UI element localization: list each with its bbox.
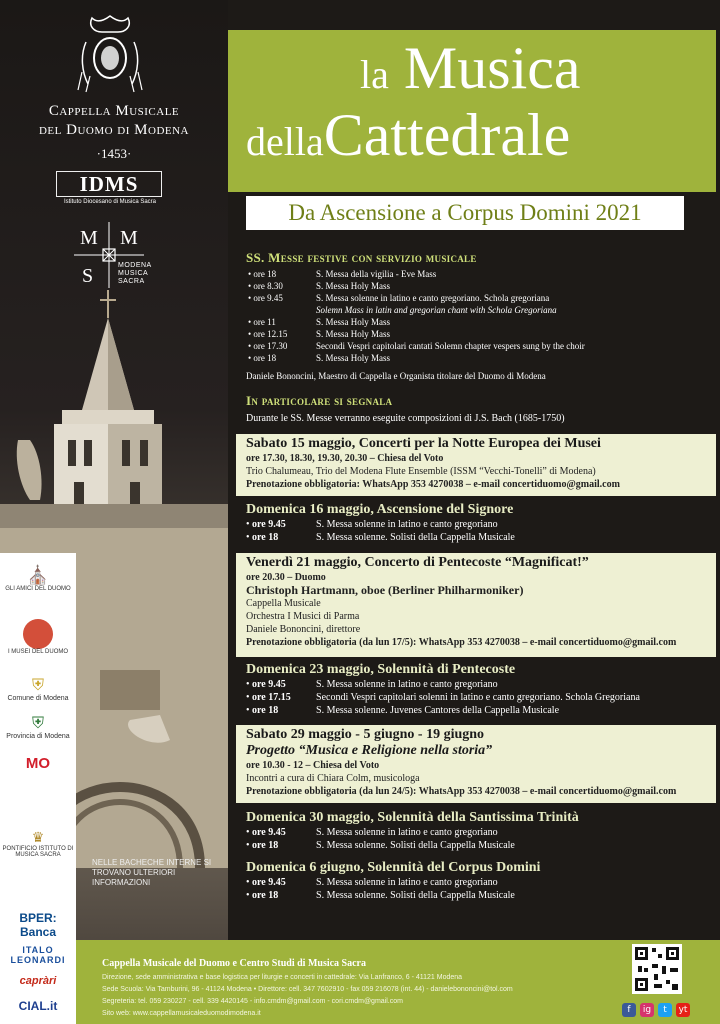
- idms-subtitle: Istituto Diocesano di Musica Sacra: [63, 199, 157, 205]
- subtitle: Da Ascensione a Corpus Domini 2021: [246, 196, 684, 230]
- footer-website[interactable]: Sito web: www.cappellamusicaleduomodimodena.it: [102, 1010, 261, 1017]
- facebook-icon[interactable]: f: [622, 1003, 636, 1017]
- event-bullet: • ore 9.45 S. Messa solenne in latino e canto gregoriano: [246, 519, 498, 530]
- event-bullet-desc: S. Messa solenne. Solisti della Cappella Musicale: [316, 840, 515, 851]
- event-heading: Domenica 16 maggio, Ascensione del Signore: [246, 502, 514, 517]
- event-heading: Sabato 15 maggio, Concerti per la Notte Europea dei Musei: [246, 436, 601, 451]
- event-bullet-time: ore 9.45: [252, 877, 286, 888]
- event-line: Trio Chalumeau, Trio del Modena Flute Ensemble (ISSM “Vecchi-Tonelli” di Modena): [246, 466, 596, 477]
- event-line: Prenotazione obbligatoria (da lun 17/5): WhatsApp 353 4270038 – e-mail concertiduomo@gmail.com: [246, 637, 677, 648]
- event-heading: Venerdì 21 maggio, Concerto di Pentecoste “Magnificat!”: [246, 555, 589, 570]
- messe-time-text: ore 18: [253, 353, 277, 363]
- event-bullet: • ore 18 S. Messa solenne. Solisti della Cappella Musicale: [246, 532, 515, 543]
- event-bullet-time: ore 18: [252, 532, 279, 543]
- messe-time: • ore 11: [248, 317, 276, 327]
- event-block: [236, 500, 716, 550]
- sponsor-musei-duomo: I MUSEI DEL DUOMO: [2, 619, 74, 655]
- event-line: Prenotazione obbligatoria (da lun 24/5): WhatsApp 353 4270038 – e-mail concertiduomo@gmail.com: [246, 786, 677, 797]
- event-block: [236, 858, 716, 908]
- event-heading: Sabato 29 maggio - 5 giugno - 19 giugno: [246, 727, 485, 742]
- messe-time-text: ore 11: [253, 317, 276, 327]
- event-block: [236, 553, 716, 657]
- messe-time-text: ore 18: [253, 269, 277, 279]
- event-bullet: • ore 9.45 S. Messa solenne in latino e canto gregoriano: [246, 827, 498, 838]
- messe-desc: S. Messa Holy Mass: [316, 329, 391, 339]
- founding-year: ·1453·: [96, 146, 132, 161]
- footer-line: Sede Scuola: Via Tamburini, 96 - 41124 Modena • Direttore: cell. 347 7602910 - fax 059 216078 (int. 44) - danielebononcini@tol.com: [102, 986, 513, 993]
- title-line-1: la Musica: [360, 35, 581, 101]
- sponsor-mo: MO: [25, 755, 51, 772]
- sponsor-caprari: capràri: [19, 975, 57, 987]
- sponsors-strip: [0, 553, 76, 1024]
- messe-desc: S. Messa Holy Mass: [316, 353, 391, 363]
- footer-line: Segreteria: tel. 059 230227 - cell. 339 4420145 - info.cmdm@gmail.com - cori.cmdm@gmail.com: [102, 998, 403, 1005]
- event-bullet-desc: S. Messa solenne. Solisti della Cappella Musicale: [316, 532, 515, 543]
- messe-time: • ore 8.30: [248, 281, 283, 291]
- messe-time-text: ore 9.45: [253, 293, 283, 303]
- sponsor-bper: BPER: Banca: [19, 911, 57, 939]
- event-block: [236, 660, 716, 722]
- event-bullet-desc: S. Messa solenne in latino e canto gregoriano: [316, 679, 498, 690]
- event-line: Incontri a cura di Chiara Colm, musicologa: [246, 773, 420, 784]
- coat-of-arms-icon: ⛨: [31, 677, 44, 694]
- messe-time-text: ore 17.30: [253, 341, 288, 351]
- event-bullet-time: ore 18: [252, 705, 279, 716]
- mms-letter-3: S: [82, 265, 94, 287]
- event-bullet-desc: S. Messa solenne in latino e canto gregoriano: [316, 827, 498, 838]
- mms-letter-2: M: [120, 227, 138, 249]
- messe-desc: S. Messa Holy Mass: [316, 317, 391, 327]
- event-bullet: • ore 18 S. Messa solenne. Juvenes Cantores della Cappella Musicale: [246, 705, 560, 716]
- event-bullet-desc: Secondi Vespri capitolari solenni in latino e canto gregoriano. Schola Gregoriana: [316, 692, 640, 703]
- event-line: Christoph Hartmann, oboe (Berliner Philharmoniker): [246, 583, 524, 597]
- event-bullet-time: ore 18: [252, 840, 279, 851]
- event-heading: Domenica 30 maggio, Solennità della Santissima Trinità: [246, 810, 579, 825]
- event-bullet-desc: S. Messa solenne. Solisti della Cappella Musicale: [316, 890, 515, 901]
- event-bullet-time: ore 18: [252, 890, 279, 901]
- event-bullet-desc: S. Messa solenne in latino e canto gregoriano: [316, 519, 498, 530]
- mms-letter-1: M: [80, 227, 98, 249]
- sponsor-cial: CIAL.it: [18, 999, 58, 1013]
- sponsor-provincia-modena: ⛨ Provincia di Modena: [2, 715, 74, 740]
- messe-note: Daniele Bononcini, Maestro di Cappella e Organista titolare del Duomo di Modena: [246, 371, 546, 381]
- event-bullet-time: ore 17.15: [252, 692, 291, 703]
- youtube-icon[interactable]: yt: [676, 1003, 690, 1017]
- instagram-icon[interactable]: ig: [640, 1003, 654, 1017]
- messe-desc: S. Messa della vigilia - Eve Mass: [316, 269, 437, 279]
- event-line: ore 10.30 - 12 – Chiesa del Voto: [246, 760, 380, 771]
- bacheche-note: NELLE BACHECHE INTERNE SI TROVANO ULTERIORI INFORMAZIONI: [92, 858, 212, 887]
- particolare-heading: In particolare si segnala: [246, 393, 393, 408]
- event-bullet: • ore 9.45 S. Messa solenne in latino e canto gregoriano: [246, 679, 498, 690]
- sponsor-amici-duomo: ⛪ GLI AMICI DEL DUOMO: [2, 565, 74, 592]
- twitter-icon[interactable]: t: [658, 1003, 672, 1017]
- event-line: ore 20.30 – Duomo: [246, 572, 326, 583]
- event-line: Daniele Bononcini, direttore: [246, 624, 361, 635]
- event-heading: Domenica 6 giugno, Solennità del Corpus Domini: [246, 860, 541, 875]
- event-bullet-desc: S. Messa solenne in latino e canto gregoriano: [316, 877, 498, 888]
- footer-title: Cappella Musicale del Duomo e Centro Studi di Musica Sacra: [102, 958, 366, 969]
- footer-line: Direzione, sede amministrativa e base logistica per liturgie e concerti in cattedrale: Via Lanfranco, 6 - 41121 Modena: [102, 974, 463, 981]
- event-block: [236, 808, 716, 856]
- event-block: [236, 434, 716, 496]
- rosette-icon: [23, 619, 53, 649]
- bishop-crest-icon: [72, 12, 148, 94]
- messe-desc: Solemn Mass in latin and gregorian chant with Schola Gregoriana: [316, 305, 557, 315]
- event-line: ore 17.30, 18.30, 19.30, 20.30 – Chiesa del Voto: [246, 453, 444, 464]
- event-bullet: • ore 18 S. Messa solenne. Solisti della Cappella Musicale: [246, 840, 515, 851]
- messe-time: • ore 18: [248, 269, 277, 279]
- idms-logo: IDMS: [56, 171, 162, 197]
- messe-time-text: ore 12.15: [253, 329, 288, 339]
- title-line-2: dellaCattedrale: [246, 102, 571, 168]
- messe-heading: SS. Messe festive con servizio musicale: [246, 250, 477, 265]
- shield-icon: ⛨: [31, 715, 44, 732]
- event-line: Cappella Musicale: [246, 598, 321, 609]
- event-heading: Domenica 23 maggio, Solennità di Pentecoste: [246, 662, 516, 677]
- messe-time: • ore 12.15: [248, 329, 288, 339]
- event-bullet-time: ore 9.45: [252, 827, 286, 838]
- mms-text: MODENA MUSICA SACRA: [118, 262, 152, 285]
- church-icon: ⛪: [26, 565, 50, 585]
- messe-time: • ore 17.30: [248, 341, 288, 351]
- qr-code-icon[interactable]: [632, 944, 682, 994]
- event-line: Prenotazione obbligatoria: WhatsApp 353 4270038 – e-mail concertiduomo@gmail.com: [246, 479, 620, 490]
- messe-time: • ore 9.45: [248, 293, 283, 303]
- event-block: [236, 725, 716, 803]
- event-bullet: • ore 9.45 S. Messa solenne in latino e canto gregoriano: [246, 877, 498, 888]
- event-subheading: Progetto “Musica e Religione nella storia”: [246, 743, 493, 758]
- messe-time-text: ore 8.30: [253, 281, 283, 291]
- messe-time: • ore 18: [248, 353, 277, 363]
- crest-icon: ♛: [31, 829, 45, 845]
- messe-desc: Secondi Vespri capitolari cantati Solemn chapter vespers sung by the choir: [316, 341, 585, 351]
- sponsor-italo-leonardi: ITALO LEONARDI: [10, 945, 66, 965]
- messe-desc: S. Messa Holy Mass: [316, 281, 391, 291]
- event-bullet: • ore 17.15 Secondi Vespri capitolari solenni in latino e canto gregoriano. Schola Gregoriana: [246, 692, 640, 703]
- event-bullet-desc: S. Messa solenne. Juvenes Cantores della Cappella Musicale: [316, 705, 560, 716]
- event-bullet: • ore 18 S. Messa solenne. Solisti della Cappella Musicale: [246, 890, 515, 901]
- sponsor-pontificio: ♛ PONTIFICIO ISTITUTO DI MUSICA SACRA: [2, 829, 74, 858]
- organization-name: Cappella Musicale del Duomo di Modena: [38, 103, 190, 138]
- particolare-text: Durante le SS. Messe verranno eseguite composizioni di J.S. Bach (1685-1750): [246, 413, 565, 424]
- event-bullet-time: ore 9.45: [252, 519, 286, 530]
- event-line: Orchestra I Musici di Parma: [246, 611, 360, 622]
- messe-desc: S. Messa solenne in latino e canto gregoriano. Schola gregoriana: [316, 293, 550, 303]
- sponsor-comune-modena: ⛨ Comune di Modena: [2, 677, 74, 702]
- event-bullet-time: ore 9.45: [252, 679, 286, 690]
